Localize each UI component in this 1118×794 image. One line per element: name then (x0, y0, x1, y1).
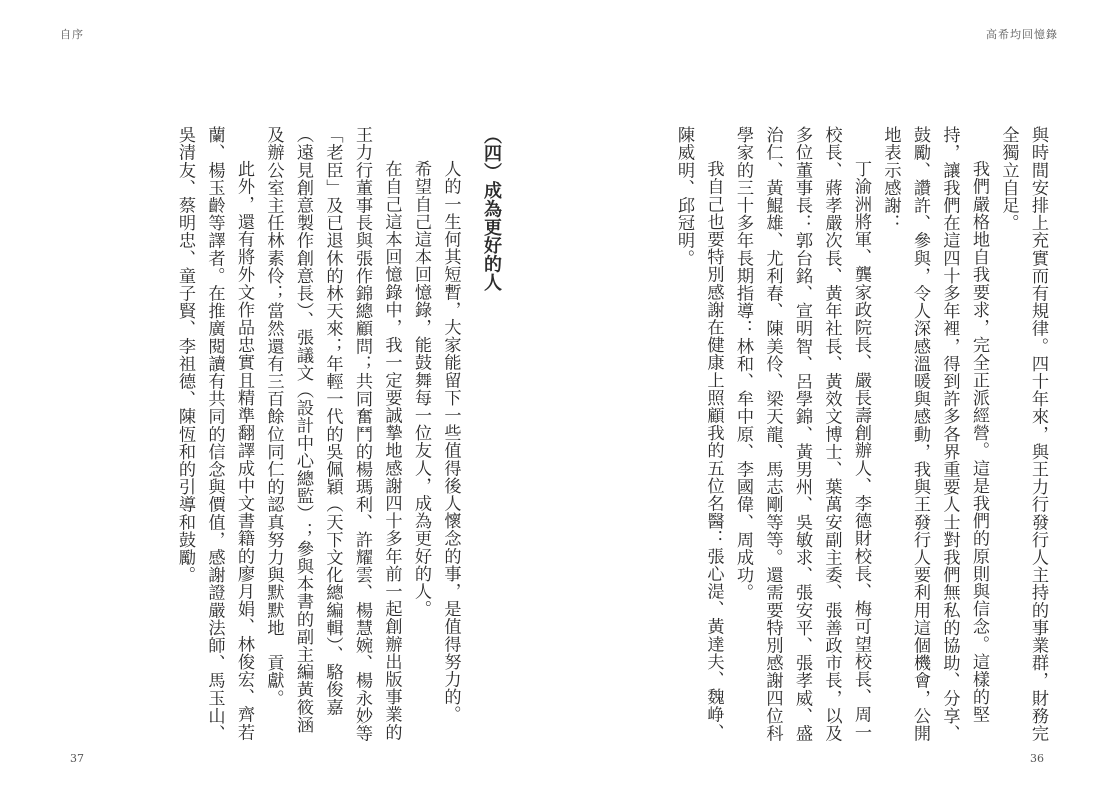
paragraph: 此外，還有將外文作品忠實且精準翻譯成中文書籍的廖月娟、林俊宏、齊若蘭、楊玉齡等譯者。在推廣閱讀有共同的信念與價值，感謝證嚴法師、馬玉山、吳清友、蔡明忠、童子賢、李祖德、陳恆和的引導和鼓勵。 (175, 126, 254, 742)
paragraph: 我自己也要特別感謝在健康上照顧我的五位名醫：張心湜、黃達夫、魏峥、陳威明、邱冠明。 (674, 126, 724, 742)
paragraph: 我們嚴格地自我要求，完全正派經營。這是我們的原則與信念。這樣的堅持，讓我們在這四十多年裡，得到許多各界重要人士對我們無私的協助、分享、鼓勵、讚許、參與，令人深感溫暖與感動，我與王發行人要利用這個機會，公開地表示感謝： (880, 126, 989, 742)
running-header-book-title: 高希均回憶錄 (986, 28, 1058, 41)
paragraph: 希望自己這本回憶錄，能鼓舞每一位友人，成為更好的人。 (411, 160, 431, 618)
paragraph: 在自己這本回憶錄中，我一定要誠摯地感謝四十多年前一起創辦出版事業的王力行董事長與張作錦總顧問；共同奮鬥的楊瑪利、許耀雲、楊慧婉、楊永妙等「老臣」及已退休的林天來；年輕一代的吳佩穎（天下文化總編輯）、駱俊嘉（遠見創意製作創意長）、張議文（設計中心總監）；參與本書的副主編黃筱涵及辦公室主任林素伶；當然還有三百餘位同仁的認真努力與默默地 貢獻。 (263, 126, 402, 742)
left-page-body (46, 126, 506, 746)
section-heading: （四）成為更好的人 (481, 126, 502, 292)
page-number-left: 37 (70, 752, 84, 765)
running-header-chapter: 自序 (60, 28, 84, 41)
paragraph: 丁渝洲將軍、龔家政院長、嚴長壽創辦人、李德財校長、梅可望校長、周一校長、蔣孝嚴次長、黃年社長、黃效文博士、葉萬安副主委、張善政市長，以及多位董事長：郭台銘、宣明智、呂學錦、黃男州、吳敏求、張安平、張孝威、盛治仁、黃鯤雄、尤利春、陳美伶、梁天龍、馬志剛等等。還需要特別感謝四位科學家的三十多年長期指導：林和、牟中原、李國偉、周成功。 (733, 126, 871, 742)
page-number-right: 36 (1030, 752, 1044, 765)
paragraph: 與時間安排上充實而有規律。四十年來，與王力行發行人主持的事業群，財務完全獨立自足。 (998, 126, 1048, 742)
right-page-body (637, 126, 1052, 746)
paragraph: 人的一生何其短暫，大家能留下一些值得後人懷念的事，是值得努力的。 (440, 160, 461, 724)
